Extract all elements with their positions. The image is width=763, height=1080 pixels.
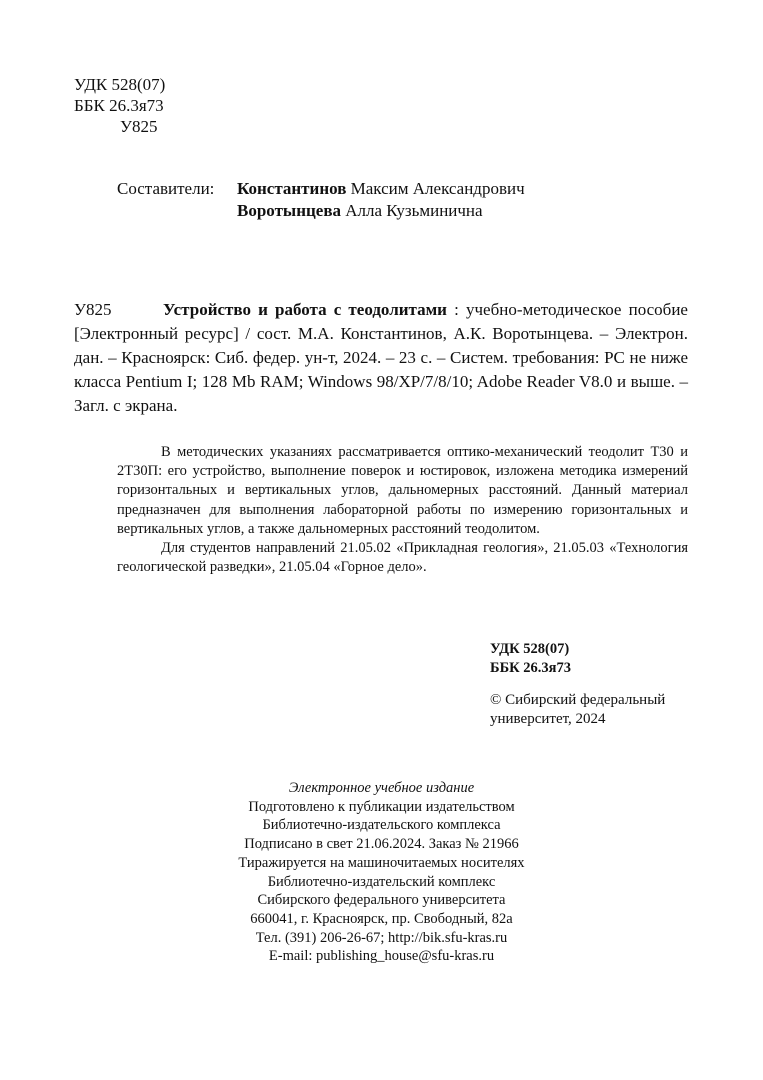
bibliographic-record: [74, 298, 688, 418]
book-title: Устройство и работа с теодолитами: [163, 300, 447, 319]
pub-line: Тел. (391) 206-26-67; http://bik.sfu-kras.ru: [255, 929, 508, 946]
compiler-2-surname: Воротынцева: [237, 201, 342, 220]
edition-type: Электронное учебное издание: [288, 780, 475, 796]
compiler-2: [237, 200, 525, 222]
right-bbk-code: ББК 26.3я73: [490, 660, 572, 676]
publication-info: [233, 779, 530, 966]
pub-line: Библиотечно-издательского комплекса: [262, 817, 501, 834]
compiler-1-given: Максим Александрович: [346, 179, 525, 198]
pub-line: Сибирского федерального университета: [257, 892, 506, 909]
pub-line: Тиражируется на машиночитаемых носителях: [238, 854, 525, 871]
annotation-paragraph-1: В методических указаниях рассматривается оптико-механический теодолит Т30 и 2Т30П: его устройство, выполнение поверок и юстировок, изложена методика измерений горизонтальных и вертикальных углов, дальномерных расстояний. Данный материал предназначен для выполнения лабораторной работы по измерению горизонтальных и вертикальных углов, а также дальномерных расстояний теодолитом.: [117, 444, 688, 537]
pub-line: Подготовлено к публикации издательством: [248, 798, 515, 815]
classification-codes: [74, 74, 165, 137]
compilers-list: [237, 178, 525, 222]
bbk-code: ББК 26.3я73: [74, 96, 164, 115]
copyright-line-1: © Сибирский федеральный: [490, 692, 666, 708]
copyright-line-2: университет, 2024: [490, 711, 606, 727]
udk-code: УДК 528(07): [74, 75, 166, 94]
compiler-1-surname: Константинов: [237, 179, 347, 198]
author-mark: У825: [120, 117, 158, 136]
pub-line: Подписано в свет 21.06.2024. Заказ № 21966: [244, 836, 519, 853]
copyright-notice: [490, 691, 665, 729]
pub-line: E-mail: publishing_house@sfu-kras.ru: [268, 948, 495, 965]
bib-description: : учебно-методическое пособие [Электронный ресурс] / сост. М.А. Константинов, А.К. Воротынцева. – Электрон. дан. – Красноярск: Сиб. федер. ун-т, 2024. – 23 с. – Систем. требования: PC не ниже класса Pentium I; 128 Mb RAM; Windows 98/XP/7/8/10; Adobe Reader V8.0 и выше. – Загл. с экрана.: [74, 300, 688, 415]
annotation-paragraph-2: Для студентов направлений 21.05.02 «Прикладная геология», 21.05.03 «Технология геологической разведки», 21.05.04 «Горное дело».: [117, 540, 688, 576]
bib-author-mark: У825: [74, 300, 112, 319]
right-classification-codes: [490, 640, 571, 678]
compiler-2-given: Алла Кузьминична: [341, 201, 483, 220]
pub-line: Библиотечно-издательский комплекс: [267, 873, 496, 890]
pub-line: 660041, г. Красноярск, пр. Свободный, 82а: [250, 910, 513, 927]
right-udk-code: УДК 528(07): [490, 641, 570, 657]
compiler-1: [237, 178, 525, 200]
annotation: [117, 443, 688, 577]
compilers-label: Составители:: [117, 179, 215, 198]
